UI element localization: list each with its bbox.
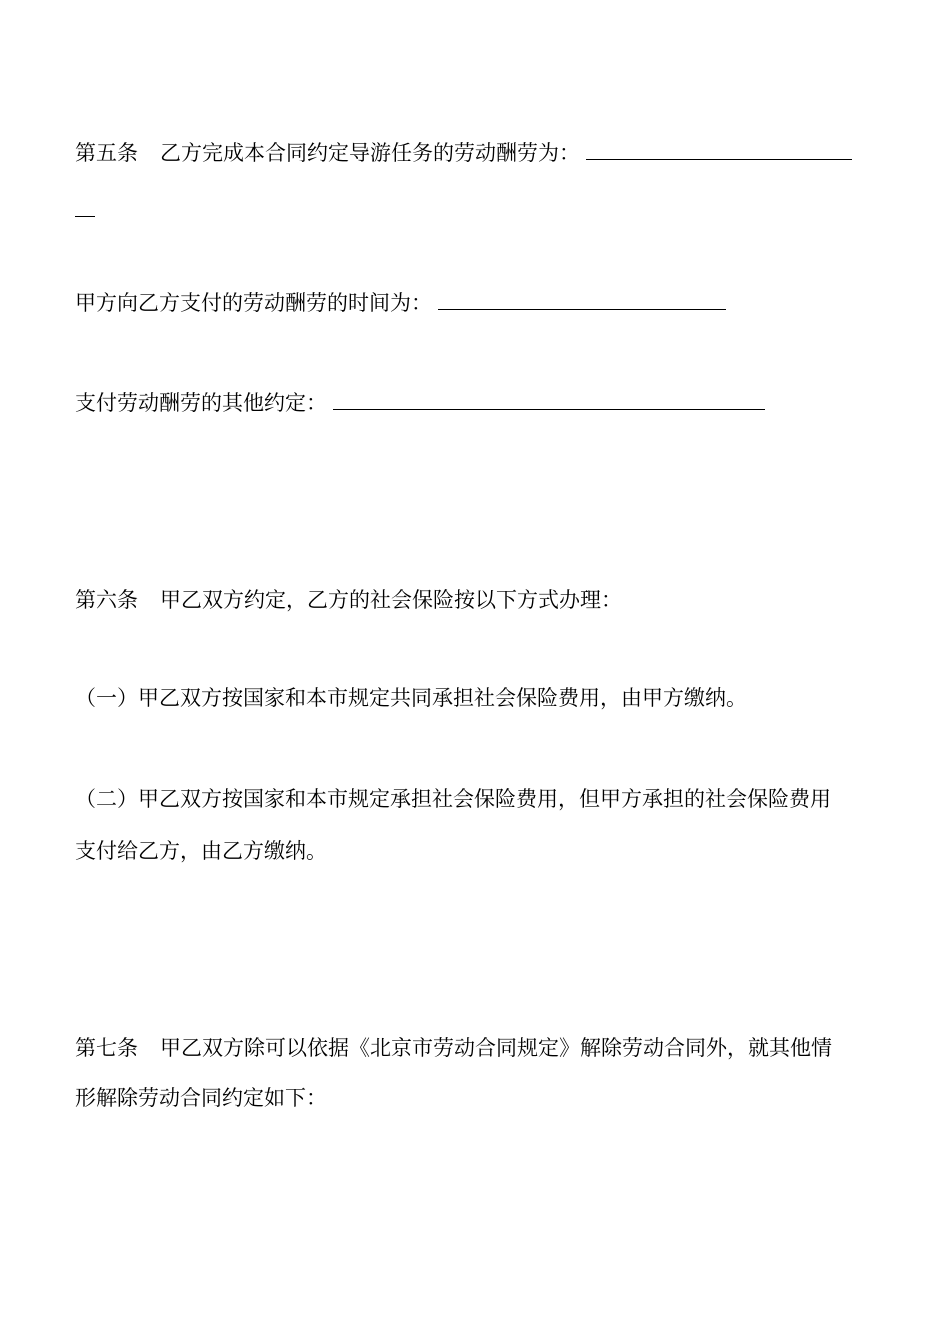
other-terms-blank[interactable]: [333, 387, 765, 410]
option2-text-line1: （二）甲乙双方按国家和本市规定承担社会保险费用，但甲方承担的社会保险费用: [75, 787, 831, 811]
article6-heading: 第六条: [75, 588, 138, 612]
article7-line2: [75, 1083, 327, 1113]
article5-heading: 第五条: [75, 141, 138, 165]
article6-option1: [75, 683, 747, 713]
article6-option2-cont: [75, 836, 327, 866]
remuneration-blank-tail[interactable]: [75, 194, 95, 217]
article6-option2: [75, 784, 831, 814]
other-terms-label: 支付劳动酬劳的其他约定：: [75, 391, 327, 415]
article7-text-line1: 甲乙双方除可以依据《北京市劳动合同规定》解除劳动合同外，就其他情: [160, 1036, 832, 1060]
article6-line: [75, 585, 622, 615]
article7-text-line2: 形解除劳动合同约定如下：: [75, 1086, 327, 1110]
article5-text: 乙方完成本合同约定导游任务的劳动酬劳为：: [160, 141, 580, 165]
remuneration-blank[interactable]: [586, 137, 852, 160]
pay-time-line: [75, 287, 726, 318]
article7-line: [75, 1033, 832, 1063]
remuneration-blank-continued: [75, 194, 95, 225]
pay-time-blank[interactable]: [438, 287, 726, 310]
other-terms-line: [75, 387, 765, 418]
article7-heading: 第七条: [75, 1036, 138, 1060]
option1-text: （一）甲乙双方按国家和本市规定共同承担社会保险费用，由甲方缴纳。: [75, 686, 747, 710]
article6-text: 甲乙双方约定，乙方的社会保险按以下方式办理：: [160, 588, 622, 612]
pay-time-label: 甲方向乙方支付的劳动酬劳的时间为：: [75, 291, 432, 315]
option2-text-line2: 支付给乙方，由乙方缴纳。: [75, 839, 327, 863]
article5-line: [75, 137, 852, 168]
